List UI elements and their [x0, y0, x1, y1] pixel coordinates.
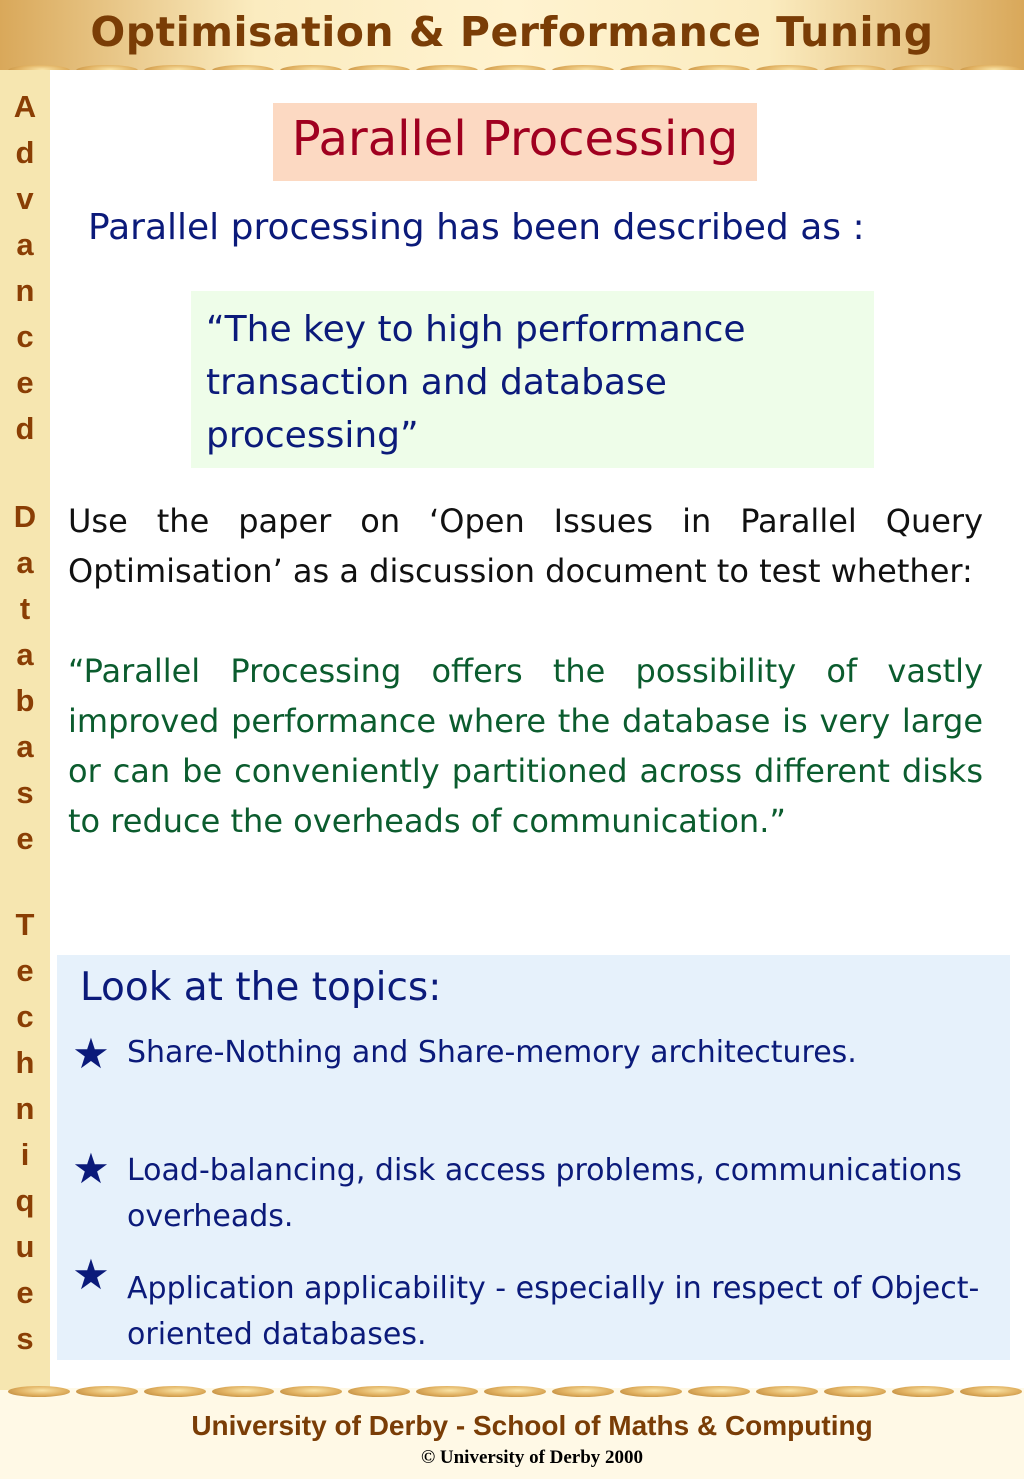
sidebar-letter: c [16, 999, 34, 1034]
claim-paragraph: “Parallel Processing offers the possibility of vastly improved performance where the database is very large or can be conveniently partitioned across different disks to reduce the overheads of communication.” [68, 652, 983, 840]
sidebar-letter: u [15, 1229, 35, 1264]
star-icon: ★ [72, 1250, 110, 1299]
sidebar-letter: d [15, 411, 35, 446]
sidebar-letter: a [16, 637, 34, 672]
sidebar-letter: D [13, 499, 37, 534]
header-bar [0, 0, 1024, 70]
topics-heading: Look at the topics: [80, 965, 442, 1010]
border-dash [348, 1386, 410, 1397]
sidebar-letter: e [16, 1275, 34, 1310]
star-icon: ★ [72, 1029, 110, 1078]
quote-box [191, 291, 874, 468]
quote-text: “The key to high performance transaction and database processing” [206, 309, 746, 456]
sidebar-letter: q [15, 1183, 35, 1218]
topic-item: Load-balancing, disk access problems, communications overheads. [127, 1153, 962, 1234]
border-dash [484, 1386, 546, 1397]
topic-item: Share-Nothing and Share-memory architectures. [127, 1035, 857, 1070]
sidebar-letter: d [15, 135, 35, 170]
sidebar-letter: a [16, 729, 34, 764]
border-dash [76, 1386, 138, 1397]
sidebar-letter: c [16, 319, 34, 354]
sidebar-letter: e [16, 365, 34, 400]
sidebar-letter: T [15, 907, 35, 942]
border-dash [8, 1386, 70, 1397]
border-dash [824, 1386, 886, 1397]
sidebar-letter: a [16, 545, 34, 580]
sidebar-letter: b [15, 683, 35, 718]
sidebar-letter: t [19, 591, 31, 626]
sidebar-letter: n [15, 1091, 35, 1126]
border-dash [688, 1386, 750, 1397]
footer-institution: University of Derby - School of Maths & Computing [191, 1410, 873, 1441]
border-dash [756, 1386, 818, 1397]
footer-copyright: © University of Derby 2000 [420, 1447, 644, 1468]
star-icon: ★ [72, 1144, 110, 1193]
border-dash [280, 1386, 342, 1397]
sidebar-letter: s [16, 1321, 34, 1356]
border-dash [416, 1386, 478, 1397]
intro-text: Parallel processing has been described as : [88, 207, 865, 248]
topic-item: Application applicability - especially in respect of Object-oriented databases. [127, 1271, 980, 1352]
border-dash [552, 1386, 614, 1397]
slide-title-box [273, 103, 757, 181]
border-dash [212, 1386, 274, 1397]
decorative-border-bottom [0, 1383, 1024, 1401]
sidebar-letter: A [13, 89, 37, 124]
border-dash [620, 1386, 682, 1397]
sidebar-letter: e [16, 953, 34, 988]
border-dash [892, 1386, 954, 1397]
body-paragraph: Use the paper on ‘Open Issues in Parallel Query Optimisation’ as a discussion document to test whether: [68, 502, 983, 590]
sidebar-letter: h [15, 1045, 35, 1080]
sidebar-letter: s [16, 775, 34, 810]
border-dash [960, 1386, 1022, 1397]
border-dash [144, 1386, 206, 1397]
sidebar-letter: v [16, 181, 34, 216]
slide-title: Parallel Processing [291, 111, 739, 167]
sidebar-letter: i [20, 1137, 30, 1172]
sidebar-letter: e [16, 821, 34, 856]
sidebar-letter: n [15, 273, 35, 308]
sidebar-letter: a [16, 227, 34, 262]
sidebar-strip [0, 70, 50, 1390]
header-title: Optimisation & Performance Tuning [90, 8, 934, 56]
